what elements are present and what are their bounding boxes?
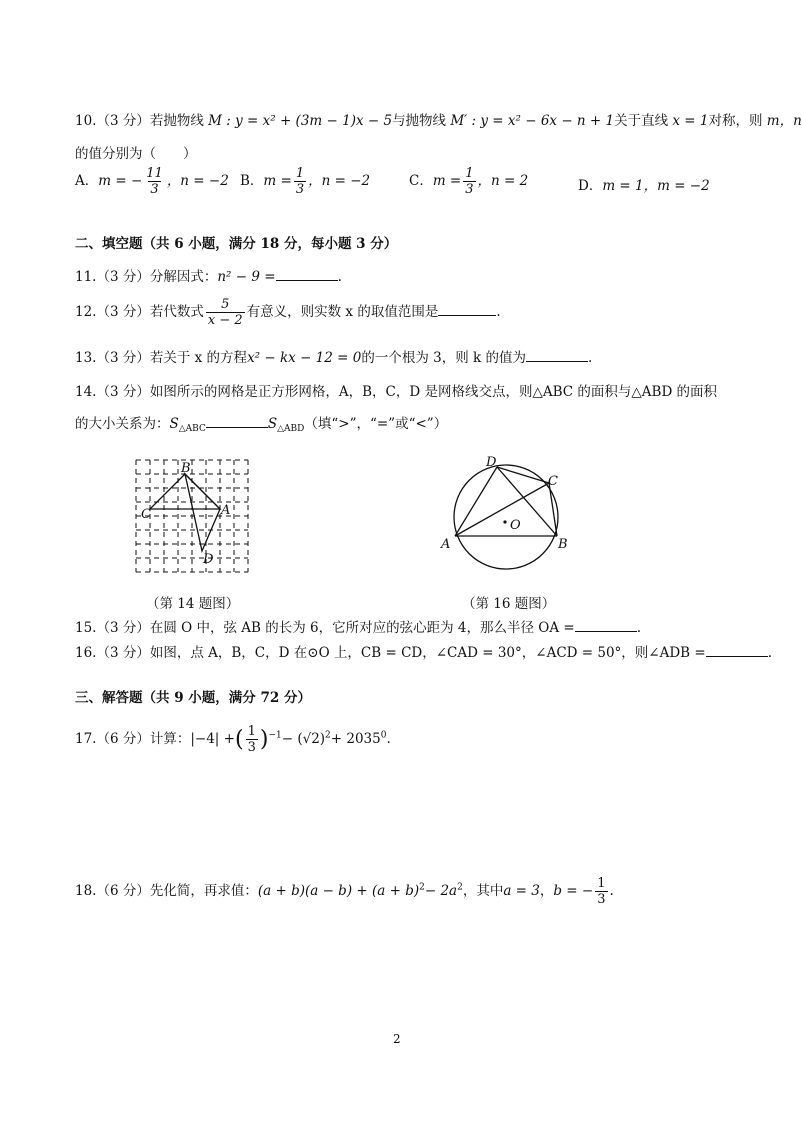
page-number: 2 (393, 1032, 401, 1046)
q11-answer-blank[interactable] (276, 267, 338, 281)
q16: 16.（3 分）如图，点 A，B，C，D 在⊙O 上，CB = CD，∠CAD = 30°，∠ACD = 50°，则∠ADB = . (75, 645, 772, 661)
q10-line1: 10.（3 分）若抛物线 M : y = x² + (3m − 1)x − 5与抛物线 M′ : y = x² − 6x − n + 1关于直线 x = 1对称，则 m，n (75, 113, 802, 129)
q13-answer-blank[interactable] (526, 348, 588, 362)
fig16-label-d: D (486, 455, 497, 470)
fig14-label-c: C (141, 507, 151, 522)
q10-line2: 的值分别为（ ） (75, 146, 197, 162)
q10-option-c[interactable]: C．m = $\frac{1}{3}$ ，n = 2 (409, 166, 529, 197)
q10-option-b[interactable]: B．m = $\frac{1}{3}$ ，n = −2 (240, 166, 371, 197)
q15-answer-blank[interactable] (575, 618, 637, 632)
triangle-abd (185, 474, 220, 551)
q14-line1: 14.（3 分）如图所示的网格是正方形网格，A，B，C，D 是网格线交点，则△ABC 的面积与△ABD 的面积 (75, 384, 718, 400)
q14-answer-blank[interactable] (206, 414, 268, 428)
fig14-label-d: D (203, 552, 214, 567)
q10-option-d[interactable]: D．m = 1，m = −2 (578, 178, 710, 194)
figure-14-grid (128, 452, 258, 582)
fig16-label-a: A (441, 537, 451, 552)
fig14-label-a: A (221, 503, 231, 518)
q10-option-a[interactable]: A．m = − $\frac{11}{3}$ ，n = −2 (75, 166, 229, 197)
fig16-label-o: O (510, 518, 521, 533)
figure-16-circle (436, 452, 576, 582)
q10-number: 10.（3 分） (75, 113, 150, 129)
q18: 18.（6 分）先化简，再求值：$(a + b)(a - b) + (a + b)^2- 2a^2$，其中a = 3，b = − $\frac{1}{3}$ . (75, 876, 614, 907)
q12-answer-blank[interactable] (438, 302, 496, 316)
q11: 11.（3 分）分解因式：n² − 9 = . (75, 269, 342, 285)
triangle-abc (150, 474, 220, 509)
q17: 17.（6 分）计算：|−4| +( $\frac{1}{3}$ )$^{-1}- (√2)^2+ 2035^0$. (75, 724, 391, 755)
section-3-heading: 三、解答题（共 9 小题，满分 72 分） (75, 690, 311, 706)
q14-line2: 的大小关系为：$S_{\triangle ABC}$ $S_{\triangle ABD}$（填“>”，“=”或“<”） (75, 416, 448, 434)
q13: 13.（3 分）若关于 x 的方程x² − kx − 12 = 0的一个根为 3，则 k 的值为 . (75, 350, 593, 366)
fig16-label-c: C (548, 474, 558, 489)
q16-answer-blank[interactable] (706, 643, 768, 657)
q12: 12.（3 分）若代数式 $\frac{5}{x - 2}$ 有意义，则实数 x 的取值范围是 . (75, 297, 501, 328)
center-point (503, 520, 506, 523)
fig14-label-b: B (181, 461, 191, 476)
figure-14-caption: （第 14 题图） (146, 596, 240, 612)
fig16-label-b: B (558, 537, 568, 552)
q15: 15.（3 分）在圆 O 中，弦 AB 的长为 6，它所对应的弦心距为 4，那么半径 OA = . (75, 620, 642, 636)
figure-16-caption: （第 16 题图） (462, 596, 556, 612)
section-2-heading: 二、填空题（共 6 小题，满分 18 分，每小题 3 分） (75, 236, 398, 252)
